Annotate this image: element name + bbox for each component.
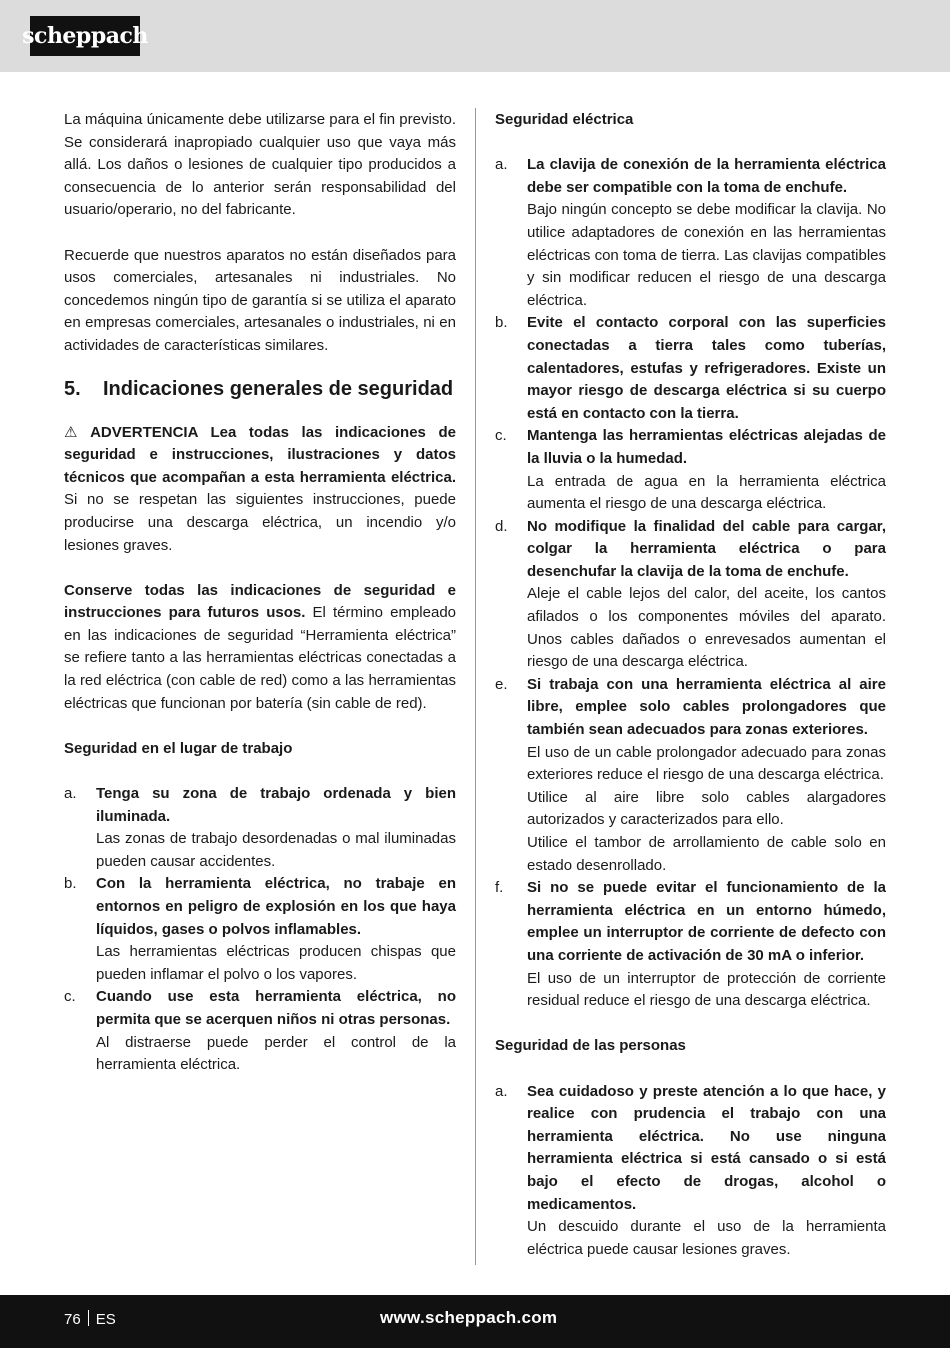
list-item bbox=[64, 873, 456, 986]
list-item-letter: f. bbox=[495, 879, 504, 897]
list-item-text: Al distraerse puede perder el control de la herramienta eléctrica. bbox=[96, 1033, 456, 1074]
header-bar bbox=[0, 0, 950, 72]
list-item-text: Utilice al aire libre solo cables alargadores autorizados y caracterizados para ello. bbox=[527, 788, 886, 829]
list-item-letter: e. bbox=[495, 675, 508, 693]
warning-bold-text: ADVERTENCIA Lea todas las indicaciones de seguridad e instrucciones, ilustraciones y datos técnicos que acompañan a esta herramienta eléctrica. bbox=[64, 423, 456, 486]
left-column bbox=[64, 109, 456, 1077]
list-item bbox=[495, 1081, 886, 1262]
list-item-bold-text: Sea cuidadoso y preste atención a lo que hace, y realice con prudencia el trabajo con una herramienta eléctrica. No use ninguna herramienta eléctrica si está cansado o si está bajo el efecto de drogas, alcohol o medicamentos. bbox=[527, 1082, 886, 1213]
section-heading bbox=[64, 378, 456, 401]
intended-use-paragraph: La máquina únicamente debe utilizarse para el fin previsto. Se considerará inapropiado cualquier uso que vaya más allá. Los daños o lesiones de cualquier tipo producidos a consecuencia de lo anterior serán responsabilidad del usuario/operario, no del fabricante. bbox=[64, 111, 456, 219]
commercial-use-paragraph: Recuerde que nuestros aparatos no están diseñados para usos comerciales, artesanales ni industriales. No concedemos ningún tipo de garantía si se utiliza el aparato en empresas comerciales, artesanales o industriales, ni en actividades de características similares. bbox=[64, 246, 456, 354]
list-item-letter: b. bbox=[64, 875, 77, 893]
list-item bbox=[495, 312, 886, 425]
list-item-bold-text: No modifique la finalidad del cable para cargar, colgar la herramienta eléctrica o para desenchufar la clavija de la toma de enchufe. bbox=[527, 517, 886, 580]
list-item-text: La entrada de agua en la herramienta eléctrica aumenta el riesgo de una descarga eléctrica. bbox=[527, 472, 886, 513]
list-item bbox=[495, 516, 886, 674]
list-item-bold-text: Si no se puede evitar el funcionamiento de la herramienta eléctrica en un entorno húmedo, emplee un interruptor de corriente de defecto con una corriente de activación de 30 mA o inferior. bbox=[527, 879, 886, 964]
section-number: 5. bbox=[64, 377, 81, 400]
list-item-text: El uso de un cable prolongador adecuado para zonas exteriores reduce el riesgo de una descarga eléctrica. bbox=[527, 743, 886, 784]
column-divider bbox=[475, 108, 476, 1265]
list-item-letter: d. bbox=[495, 517, 508, 535]
list-item bbox=[495, 425, 886, 515]
page-number bbox=[64, 1310, 116, 1328]
personal-safety-list bbox=[495, 1081, 886, 1262]
electric-safety-list bbox=[495, 154, 886, 1013]
list-item-letter: a. bbox=[64, 785, 77, 803]
list-item-bold-text: La clavija de conexión de la herramienta eléctrica debe ser compatible con la toma de enchufe. bbox=[527, 156, 886, 196]
personal-safety-title: Seguridad de las personas bbox=[495, 1037, 686, 1055]
language-code: ES bbox=[95, 1311, 116, 1328]
warning-block bbox=[64, 422, 456, 558]
list-item-letter: c. bbox=[64, 988, 76, 1006]
list-item-text: Aleje el cable lejos del calor, del aceite, los cantos afilados o los componentes móviles del aparato. Unos cables dañados o enrevesados aumentan el riesgo de una descarga eléctrica. bbox=[527, 585, 886, 671]
list-item-letter: b. bbox=[495, 314, 508, 332]
website-url[interactable]: www.scheppach.com bbox=[380, 1308, 558, 1327]
list-item-letter: a. bbox=[495, 1082, 508, 1100]
footer-bar bbox=[0, 1295, 950, 1348]
list-item-text: Las zonas de trabajo desordenadas o mal iluminadas pueden causar accidentes. bbox=[96, 830, 456, 870]
list-item-bold-text: Tenga su zona de trabajo ordenada y bien iluminada. bbox=[96, 785, 456, 825]
list-item-letter: a. bbox=[495, 156, 508, 174]
list-item-text: Las herramientas eléctricas producen chispas que pueden inflamar el polvo o los vapores. bbox=[96, 943, 456, 983]
list-item-bold-text: Cuando use esta herramienta eléctrica, no permita que se acerquen niños ni otras personas. bbox=[96, 988, 456, 1028]
brand-logo: scheppach bbox=[30, 16, 140, 56]
list-item bbox=[495, 674, 886, 877]
section-title: Indicaciones generales de seguridad bbox=[103, 377, 454, 400]
keep-text: El término empleado en las indicaciones de seguridad “Herramienta eléctrica” se refiere tanto a las herramientas eléctricas conectadas a la red eléctrica (con cable de red) como a las herramientas eléctricas que funcionan por batería (sin cable de red). bbox=[64, 604, 456, 712]
list-item-letter: c. bbox=[495, 427, 507, 445]
keep-instructions-block bbox=[64, 580, 456, 716]
list-item-text: Bajo ningún concepto se debe modificar la clavija. No utilice adaptadores de conexión en las herramientas eléctricas con toma de tierra. Las clavijas compatibles y sin modificar reducen el riesgo de una descarga eléctrica. bbox=[527, 201, 886, 309]
electric-safety-title: Seguridad eléctrica bbox=[495, 111, 634, 128]
workplace-safety-title: Seguridad en el lugar de trabajo bbox=[64, 739, 293, 757]
right-column bbox=[495, 109, 886, 1261]
warning-triangle-icon: ⚠ bbox=[64, 423, 78, 441]
list-item-bold-text: Con la herramienta eléctrica, no trabaje en entornos en peligro de explosión en los que haya líquidos, gases o polvos inflamables. bbox=[96, 875, 456, 938]
list-item-bold-text: Mantenga las herramientas eléctricas alejadas de la lluvia o la humedad. bbox=[527, 427, 886, 467]
warning-text: Si no se respetan las siguientes instrucciones, puede producirse una descarga eléctrica, un incendio y/o lesiones graves. bbox=[64, 491, 456, 554]
list-item-bold-text: Si trabaja con una herramienta eléctrica al aire libre, emplee solo cables prolongadores que también sean adecuados para zonas exteriores. bbox=[527, 675, 886, 739]
list-item-text: El uso de un interruptor de protección de corriente residual reduce el riesgo de una descarga eléctrica. bbox=[527, 969, 886, 1010]
keep-bold-text: Conserve todas las indicaciones de seguridad e instrucciones para futuros usos. bbox=[64, 581, 456, 622]
page-number-value: 76 bbox=[64, 1311, 81, 1328]
list-item-bold-text: Evite el contacto corporal con las superficies conectadas a tierra tales como tuberías, calentadores, estufas y refrigeradores. Existe un mayor riesgo de descarga eléctrica si su cuerpo está en contacto con la tierra. bbox=[527, 314, 886, 422]
list-item bbox=[495, 877, 886, 1013]
list-item-text: Utilice el tambor de arrollamiento de cable solo en estado desenrollado. bbox=[527, 834, 886, 874]
list-item bbox=[64, 783, 456, 873]
list-item-text: Un descuido durante el uso de la herramienta eléctrica puede causar lesiones graves. bbox=[527, 1218, 886, 1258]
workplace-safety-list bbox=[64, 783, 456, 1077]
list-item bbox=[64, 986, 456, 1076]
list-item bbox=[495, 154, 886, 312]
